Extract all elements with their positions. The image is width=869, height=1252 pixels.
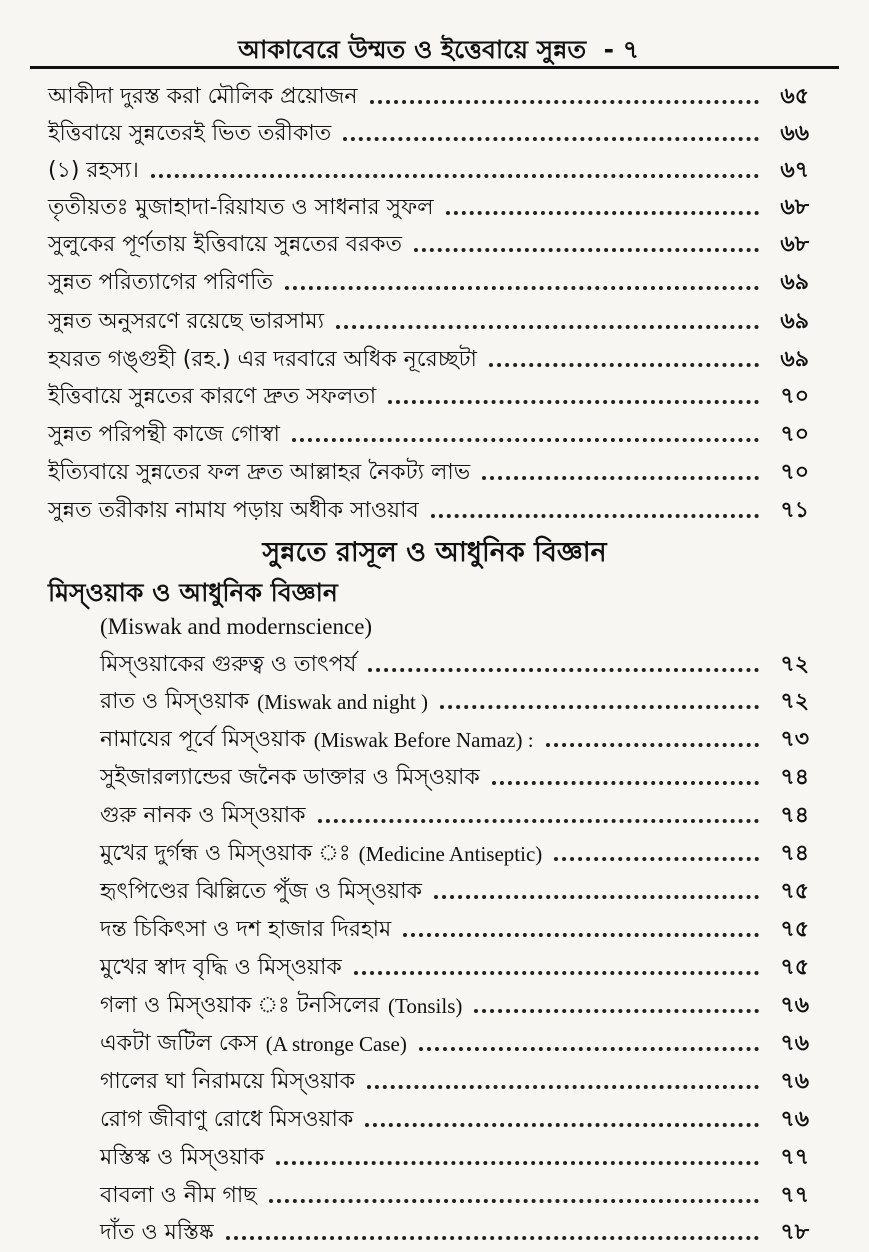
leader-dots	[419, 1047, 759, 1051]
toc-entry-page: ৬৯	[780, 309, 809, 334]
toc-entry	[100, 793, 809, 829]
leader-dots	[269, 1199, 759, 1203]
toc-entry-page: ৭৩	[780, 727, 809, 752]
toc-entry-title: ইত্যিবায়ে সুন্নতের ফল দ্রুত আল্লাহর নৈকট্য লাভ	[48, 460, 471, 485]
running-header	[30, 22, 839, 69]
toc-entry	[100, 945, 809, 981]
leader-dots	[474, 1009, 759, 1013]
toc-entry	[100, 869, 809, 905]
leader-dots	[368, 668, 759, 672]
toc-entry-title: একটা জটিল কেস	[100, 1031, 258, 1056]
leader-dots	[440, 705, 759, 709]
sub-heading: মিস্ওয়াক ও আধুনিক বিজ্ঞান	[48, 578, 338, 607]
toc-entry-title: বাবলা ও নীম গাছ	[100, 1183, 257, 1208]
toc-entry	[100, 1059, 809, 1095]
toc-entry-page: ৬৯	[780, 347, 809, 372]
toc-entry-page: ৭৪	[780, 841, 809, 866]
toc-entry-title: সুইজারল্যান্ডের জনৈক ডাক্তার ও মিস্ওয়াক	[100, 765, 480, 790]
leader-dots	[388, 400, 759, 404]
leader-dots	[292, 438, 759, 442]
toc-entry-english: (Miswak and night )	[257, 690, 429, 714]
leader-dots	[336, 325, 759, 329]
toc-entry	[48, 148, 809, 184]
toc-entry-page: ৭৫	[780, 917, 809, 942]
toc-entry-page: ৭৬	[780, 993, 809, 1018]
toc-entry-english: (Miswak Before Namaz) :	[313, 728, 534, 752]
header-title-text: আকাবেরে উম্মত ও ইত্তেবায়ে সুন্নত	[238, 35, 587, 64]
toc-entry-page: ৭৭	[780, 1183, 809, 1208]
leader-dots	[343, 137, 759, 141]
toc-entry	[100, 1021, 809, 1057]
toc-entry	[48, 488, 809, 524]
toc-entry-page: ৭৬	[780, 1107, 809, 1132]
toc-entry-title: সুন্নত পরিত্যাগের পরিণতি	[48, 270, 273, 295]
leader-dots	[414, 248, 759, 252]
toc-entry-page: ৬৬	[780, 121, 809, 146]
toc-entry-page: ৬৫	[780, 84, 809, 109]
toc-entry-title: রোগ জীবাণু রোধে মিসওয়াক	[100, 1107, 354, 1132]
header-dash: -	[603, 35, 615, 64]
toc-entry	[48, 374, 809, 410]
toc-entry	[100, 1097, 809, 1133]
toc-entry-title: আকীদা দুরস্ত করা মৌলিক প্রয়োজন	[48, 84, 358, 109]
leader-dots	[354, 971, 759, 975]
toc-entry-title: দন্ত চিকিৎসা ও দশ হাজার দিরহাম	[100, 917, 392, 942]
leader-dots	[431, 514, 759, 518]
leader-dots	[151, 174, 759, 178]
toc-entry	[100, 907, 809, 943]
toc-entry-title: হৃৎপিণ্ডের ঝিল্লিতে পুঁজ ও মিস্ওয়াক	[100, 879, 423, 904]
toc-entry-page: ৭২	[780, 689, 809, 714]
toc-entry-page: ৭০	[780, 460, 809, 485]
toc-entry-page: ৬৮	[780, 232, 809, 257]
toc-entry-title: ইত্তিবায়ে সুন্নতেরই ভিত তরীকাত	[48, 121, 332, 146]
leader-dots	[367, 1085, 759, 1089]
toc-entry-title: দাঁত ও মস্তিষ্ক	[100, 1220, 214, 1245]
toc-entry-english: (Medicine Antiseptic)	[358, 842, 543, 866]
toc-entry-title: গলা ও মিস্ওয়াক ঃ টনসিলের	[100, 993, 381, 1018]
toc-entry-page: ৭৪	[780, 803, 809, 828]
toc-entry	[48, 450, 809, 486]
leader-dots	[365, 1123, 759, 1127]
leader-dots	[434, 895, 759, 899]
toc-entry-title: সুন্নত পরিপন্থী কাজে গোস্বা	[48, 422, 280, 447]
toc-entry-title: সুন্নত অনুসরণে রয়েছে ভারসাম্য	[48, 309, 324, 334]
toc-entry	[48, 74, 809, 110]
toc-entry-title: গুরু নানক ও মিস্ওয়াক	[100, 803, 306, 828]
leader-dots	[276, 1161, 759, 1165]
toc-entry-page: ৭৬	[780, 1069, 809, 1094]
toc-entry-page: ৭০	[780, 384, 809, 409]
toc-entry-title: মস্তিস্ক ও মিস্ওয়াক	[100, 1145, 265, 1170]
leader-dots	[554, 857, 759, 861]
header-page-number: ৭	[622, 35, 639, 64]
sub-heading-english: (Miswak and modernscience)	[100, 614, 373, 639]
toc-entry-title: মুখের স্বাদ বৃদ্ধি ও মিস্ওয়াক	[100, 955, 342, 980]
toc-entry-page: ৬৭	[780, 158, 809, 183]
toc-entry-title: রাত ও মিস্ওয়াক	[100, 689, 250, 714]
toc-entry-page: ৭৫	[780, 879, 809, 904]
leader-dots	[482, 476, 759, 480]
toc-entry-english: (Tonsils)	[388, 994, 463, 1018]
toc-entry-title: সুন্নত তরীকায় নামায পড়ায় অধীক সাওয়াব	[48, 498, 419, 523]
section-heading: সুন্নতে রাসূল ও আধুনিক বিজ্ঞান	[262, 537, 607, 568]
toc-entry	[100, 679, 809, 715]
toc-entry-page: ৬৮	[780, 195, 809, 220]
toc-entry	[48, 222, 809, 258]
toc-entry	[100, 983, 809, 1019]
leader-dots	[546, 743, 759, 747]
toc-entry	[48, 412, 809, 448]
toc-entry-page: ৭১	[780, 498, 809, 523]
toc-entry-page: ৭৬	[780, 1031, 809, 1056]
toc-entry-title: তৃতীয়তঃ মুজাহাদা-রিয়াযত ও সাধনার সুফল	[48, 195, 434, 220]
toc-entry	[100, 1135, 809, 1171]
toc-entry-page: ৭৫	[780, 955, 809, 980]
toc-entry-title: নামাযের পূর্বে মিস্ওয়াক	[100, 727, 306, 752]
toc-entry	[100, 717, 809, 753]
toc-entry	[48, 260, 809, 296]
header-title	[238, 30, 639, 73]
toc-entry-page: ৭৭	[780, 1145, 809, 1170]
toc-entry	[100, 1173, 809, 1209]
toc-entry-page: ৭২	[780, 652, 809, 677]
leader-dots	[226, 1236, 759, 1240]
toc-entry-page: ৬৯	[780, 270, 809, 295]
leader-dots	[318, 819, 759, 823]
toc-entry	[48, 337, 809, 373]
toc-entry-title: (১) রহস্য।	[48, 158, 139, 183]
leader-dots	[285, 286, 759, 290]
toc-entry	[100, 1210, 809, 1246]
leader-dots	[446, 211, 759, 215]
leader-dots	[492, 781, 759, 785]
toc-entry	[100, 755, 809, 791]
toc-entry	[48, 185, 809, 221]
toc-entry-page: ৭০	[780, 422, 809, 447]
leader-dots	[403, 933, 759, 937]
toc-entry	[100, 642, 809, 678]
toc-entry	[48, 111, 809, 147]
toc-entry-page: ৭৪	[780, 765, 809, 790]
toc-entry	[48, 299, 809, 335]
toc-entry-title: ইত্তিবায়ে সুন্নতের কারণে দ্রুত সফলতা	[48, 384, 377, 409]
toc-entry-title: মিস্ওয়াকের গুরুত্ব ও তাৎপর্য	[100, 652, 357, 677]
toc-entry	[100, 831, 809, 867]
toc-entry-title: সুলুকের পূর্ণতায় ইত্তিবায়ে সুন্নতের বরকত	[48, 232, 402, 257]
toc-entry-title: গালের ঘা নিরাময়ে মিস্ওয়াক	[100, 1069, 355, 1094]
toc-entry-page: ৭৮	[780, 1220, 809, 1245]
toc-entry-title: মুখের দুর্গন্ধ ও মিস্ওয়াক ঃ	[100, 841, 351, 866]
leader-dots	[489, 363, 759, 367]
toc-entry-english: (A stronge Case)	[265, 1032, 407, 1056]
toc-entry-title: হযরত গঙ্গুহী (রহ.) এর দরবারে অধিক নূরেচ্ছটা	[48, 347, 477, 372]
leader-dots	[370, 100, 759, 104]
